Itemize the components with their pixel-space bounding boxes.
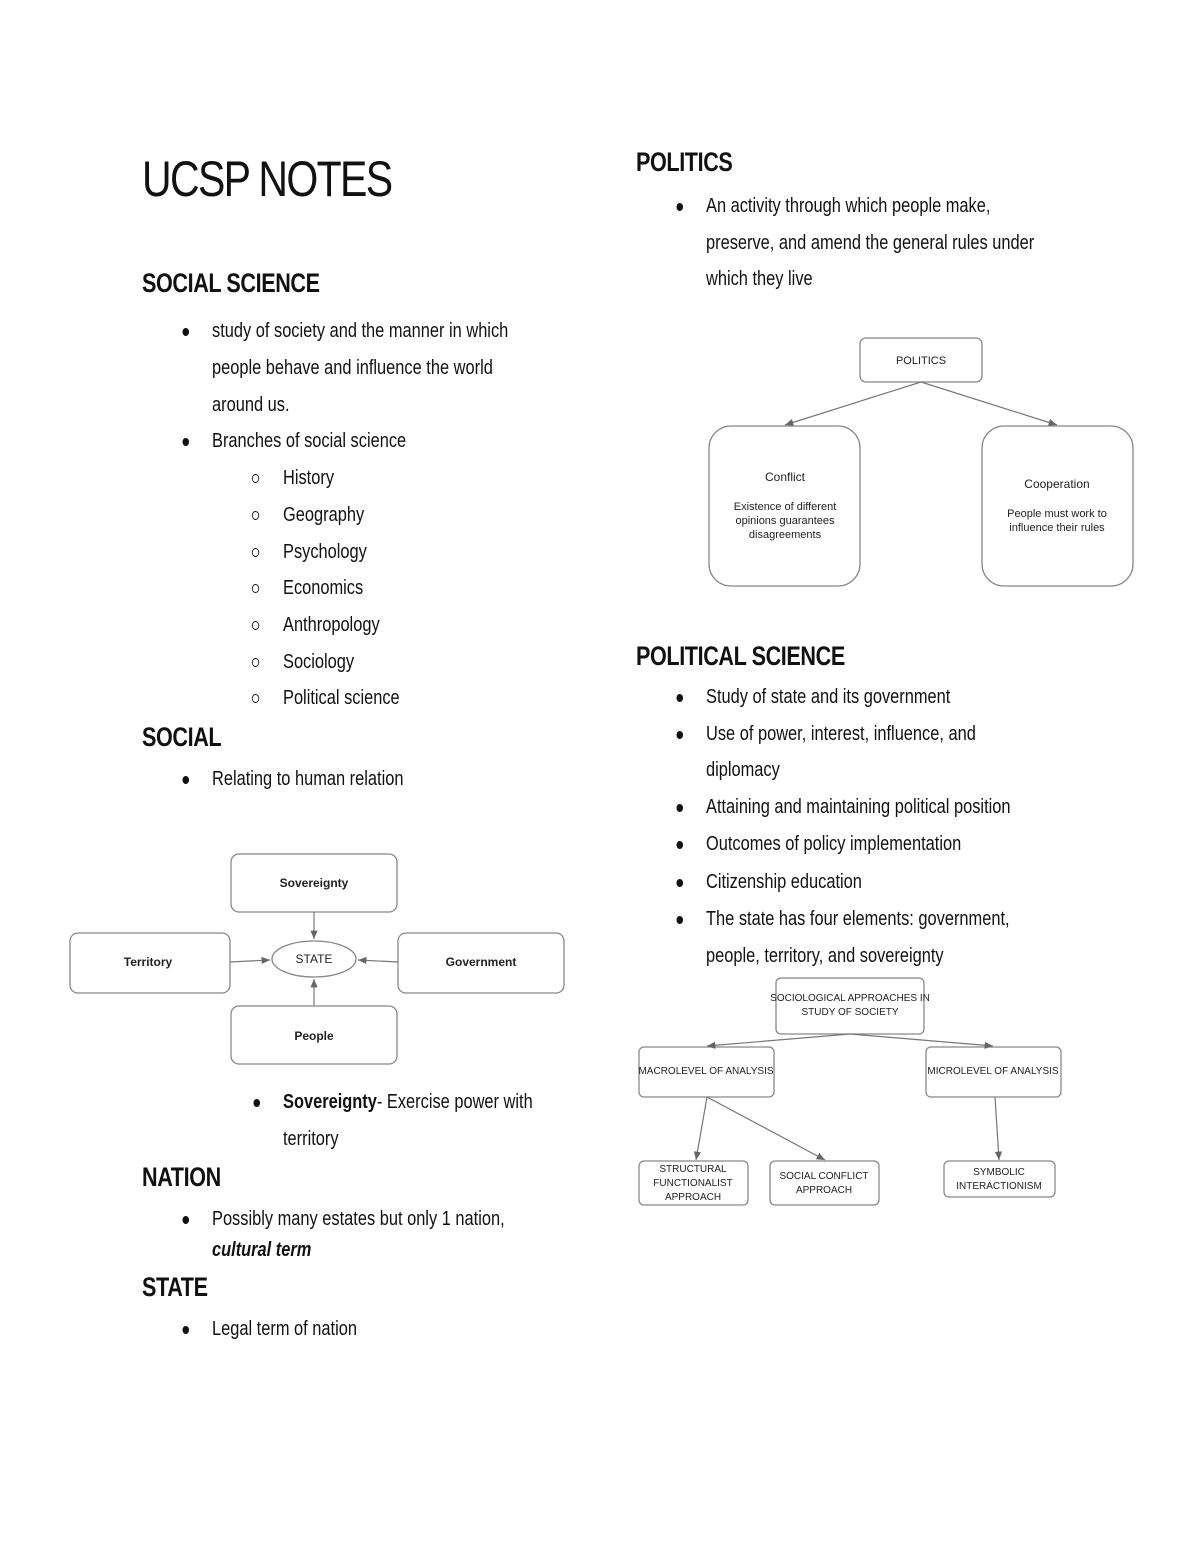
heading-political-science: POLITICAL SCIENCE bbox=[636, 641, 845, 671]
connector-arrow bbox=[696, 1097, 707, 1160]
sovereignty-label: Sovereignty bbox=[279, 876, 349, 890]
bullet-text: preserve, and amend the general rules under bbox=[706, 232, 1035, 254]
cooperation-text: influence their rules bbox=[1009, 522, 1105, 534]
bullet-text: people, territory, and sovereignty bbox=[706, 945, 944, 967]
connector-arrow bbox=[785, 382, 921, 425]
conflict-text: Existence of different bbox=[733, 501, 837, 513]
social-conflict-box bbox=[770, 1161, 879, 1205]
connector-arrow bbox=[921, 382, 1057, 425]
heading-nation: NATION bbox=[142, 1162, 221, 1192]
bullet-text: An activity through which people make, bbox=[706, 195, 991, 217]
sovereignty-note bbox=[283, 1090, 533, 1114]
conflict-text: opinions guarantees bbox=[735, 515, 835, 527]
sovereignty-note-line2: territory bbox=[283, 1128, 339, 1150]
branch-item: Political science bbox=[283, 687, 400, 709]
symbolic-label: INTERACTIONISM bbox=[956, 1181, 1042, 1192]
socio-root-label: STUDY OF SOCIETY bbox=[801, 1007, 899, 1018]
branch-item: Economics bbox=[283, 577, 364, 599]
connector-arrow bbox=[995, 1097, 999, 1160]
structural-label: STRUCTURAL bbox=[659, 1164, 727, 1175]
sovereignty-term: Sovereignty bbox=[283, 1091, 377, 1113]
connector-arrow bbox=[850, 1034, 993, 1046]
bullet-text: people behave and influence the world bbox=[212, 357, 493, 379]
structural-label: FUNCTIONALIST bbox=[653, 1178, 733, 1189]
branch-item: Psychology bbox=[283, 541, 367, 563]
bullet-text: Use of power, interest, influence, and bbox=[706, 723, 976, 745]
macro-label: MACROLEVEL OF ANALYSIS bbox=[638, 1066, 774, 1077]
people-label: People bbox=[294, 1029, 334, 1043]
symbolic-label: SYMBOLIC bbox=[973, 1167, 1025, 1178]
bullet-text: Branches of social science bbox=[212, 430, 407, 452]
nation-cultural-term: cultural term bbox=[212, 1239, 312, 1261]
bullet-text: The state has four elements: government, bbox=[706, 908, 1010, 930]
socio-root-box bbox=[776, 978, 924, 1034]
bullet-text: which they live bbox=[706, 268, 813, 290]
cooperation-text: People must work to bbox=[1007, 508, 1107, 520]
heading-social: SOCIAL bbox=[142, 722, 222, 752]
branch-item: History bbox=[283, 467, 335, 489]
bullet-text: Attaining and maintaining political position bbox=[706, 796, 1011, 818]
micro-label: MICROLEVEL OF ANALYSIS bbox=[927, 1066, 1059, 1077]
branch-item: Sociology bbox=[283, 651, 355, 673]
branch-item: Geography bbox=[283, 504, 365, 526]
cooperation-box bbox=[982, 426, 1133, 586]
bullet-text: study of society and the manner in which bbox=[212, 320, 509, 342]
bullet-text: Relating to human relation bbox=[212, 768, 404, 790]
arrow-right bbox=[358, 960, 398, 962]
social-conflict-label: SOCIAL CONFLICT bbox=[779, 1171, 869, 1182]
state-label: STATE bbox=[295, 952, 333, 966]
heading-state: STATE bbox=[142, 1272, 208, 1302]
politics-diagram bbox=[700, 330, 1140, 595]
politics-root-label: POLITICS bbox=[895, 355, 947, 367]
bullet-text: Citizenship education bbox=[706, 871, 862, 893]
connector-arrow bbox=[707, 1097, 825, 1160]
social-conflict-label: APPROACH bbox=[795, 1185, 853, 1196]
socio-root-label: SOCIOLOGICAL APPROACHES IN bbox=[770, 993, 930, 1004]
sovereignty-definition: - Exercise power with bbox=[376, 1091, 533, 1113]
cooperation-title: Cooperation bbox=[1024, 477, 1090, 491]
connector-arrow bbox=[707, 1034, 850, 1046]
heading-social-science: SOCIAL SCIENCE bbox=[142, 268, 320, 298]
bullet-text: diplomacy bbox=[706, 759, 780, 781]
bullet-text: Possibly many estates but only 1 nation, bbox=[212, 1208, 505, 1230]
bullet-text: Study of state and its government bbox=[706, 686, 951, 708]
government-label: Government bbox=[445, 955, 517, 969]
sociological-approaches-diagram bbox=[630, 970, 1070, 1215]
conflict-text: disagreements bbox=[748, 529, 822, 541]
branch-item: Anthropology bbox=[283, 614, 380, 636]
state-diagram bbox=[60, 840, 580, 1080]
bullet-text: Outcomes of policy implementation bbox=[706, 833, 962, 855]
page-title: UCSP NOTES bbox=[142, 151, 392, 207]
conflict-title: Conflict bbox=[764, 470, 806, 484]
bullet-text: Legal term of nation bbox=[212, 1318, 357, 1340]
bullet-text: around us. bbox=[212, 394, 290, 416]
structural-label: APPROACH bbox=[664, 1192, 722, 1203]
arrow-left bbox=[230, 960, 270, 962]
territory-label: Territory bbox=[123, 955, 173, 969]
heading-politics: POLITICS bbox=[636, 147, 733, 177]
